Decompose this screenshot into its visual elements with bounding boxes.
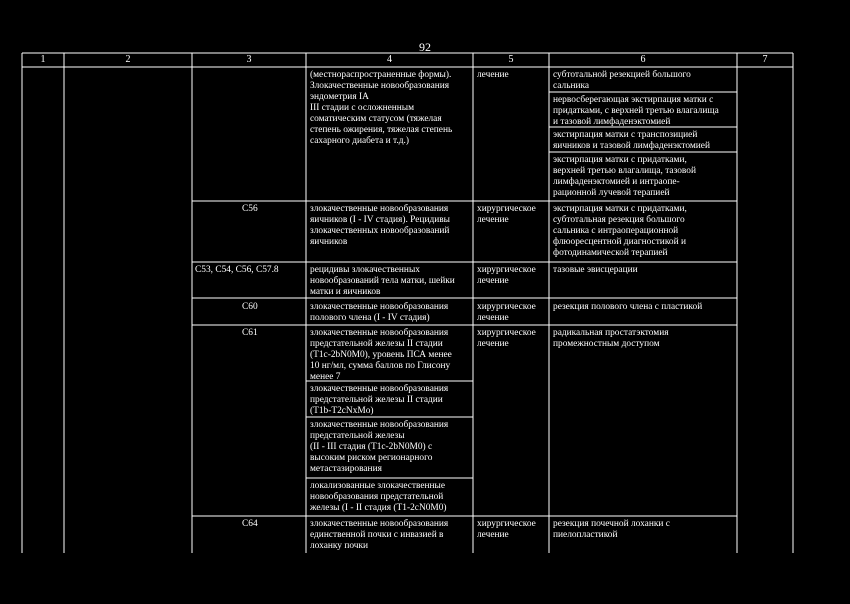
icd-code: C64 <box>242 519 258 529</box>
header-col-7: 7 <box>762 54 768 65</box>
icd-code: C61 <box>242 328 258 338</box>
treatment-type: лечение <box>477 70 509 80</box>
method-text: экстирпация матки с придатками, верхней третью влагалища, тазовой лимфаденэктомией и интраопе- рационной лучевой терапией <box>553 155 696 198</box>
method-text: экстирпация матки с транспозицией яичников и тазовой лимфаденэктомией <box>553 130 710 151</box>
header-col-5: 5 <box>508 54 514 65</box>
diagnosis-text: рецидивы злокачественных новообразований тела матки, шейки матки и яичников <box>310 265 455 297</box>
diagnosis-text: (местнораспространенные формы). Злокачественные новообразования эндометрия IA III стадии с осложненным соматическим статусом (тяжелая степень ожирения, тяжелая степень сахарного диабета и т.д.) <box>310 70 453 146</box>
icd-code: C56 <box>242 204 258 214</box>
icd-code: C60 <box>242 302 258 312</box>
treatment-type: хирургическое лечение <box>477 302 536 323</box>
method-text: тазовые эвисцерации <box>553 265 638 275</box>
diagnosis-text: злокачественные новообразования предстательной железы (II - III стадия (T1c-2bN0M0) с высоким риском регионарного метастазирования <box>310 420 449 474</box>
header-col-4: 4 <box>387 54 392 65</box>
header-col-3: 3 <box>246 54 252 65</box>
method-text: радикальная простатэктомия промежностным доступом <box>553 328 669 349</box>
diagnosis-text: злокачественные новообразования полового члена (I - IV стадия) <box>310 302 449 323</box>
header-col-2: 2 <box>125 54 131 65</box>
diagnosis-text: злокачественные новообразования предстательной железы II стадии (T1c-2bN0M0), уровень ПСА менее 10 нг/мл, сумма баллов по Глисону менее 7 <box>310 328 452 382</box>
method-text: субтотальной резекцией большого сальника <box>553 70 691 91</box>
method-text: резекция полового члена с пластикой <box>553 302 703 312</box>
method-text: нервосберегающая экстирпация матки с придатками, с верхней третью влагалища и тазовой лимфаденэктомией <box>553 95 719 127</box>
method-text: экстирпация матки с придатками, субтотальная резекция большого сальника с интраоперационной флюоресцентной диагностикой и фотодинамической терапией <box>553 204 687 258</box>
diagnosis-text: злокачественные новообразования единственной почки с инвазией в лоханку почки <box>310 519 449 551</box>
diagnosis-text: локализованные злокачественные новообразования предстательной железы (I - II стадия (T1-2cN0M0) <box>310 481 447 513</box>
header-col-1: 1 <box>40 54 46 65</box>
treatment-type: хирургическое лечение <box>477 519 536 540</box>
method-text: резекция почечной лоханки с пиелопластикой <box>553 519 670 540</box>
page-number: 92 <box>419 40 431 54</box>
treatment-type: хирургическое лечение <box>477 265 536 286</box>
diagnosis-text: злокачественные новообразования предстательной железы II стадии (T1b-T2cNxMo) <box>310 384 449 416</box>
treatment-type: хирургическое лечение <box>477 328 536 349</box>
header-col-6: 6 <box>640 54 646 65</box>
treatment-type: хирургическое лечение <box>477 204 536 225</box>
diagnosis-text: злокачественные новообразования яичников (I - IV стадия). Рецидивы злокачественных новообразований яичников <box>310 204 450 247</box>
icd-code: C53, C54, C56, C57.8 <box>195 265 279 275</box>
